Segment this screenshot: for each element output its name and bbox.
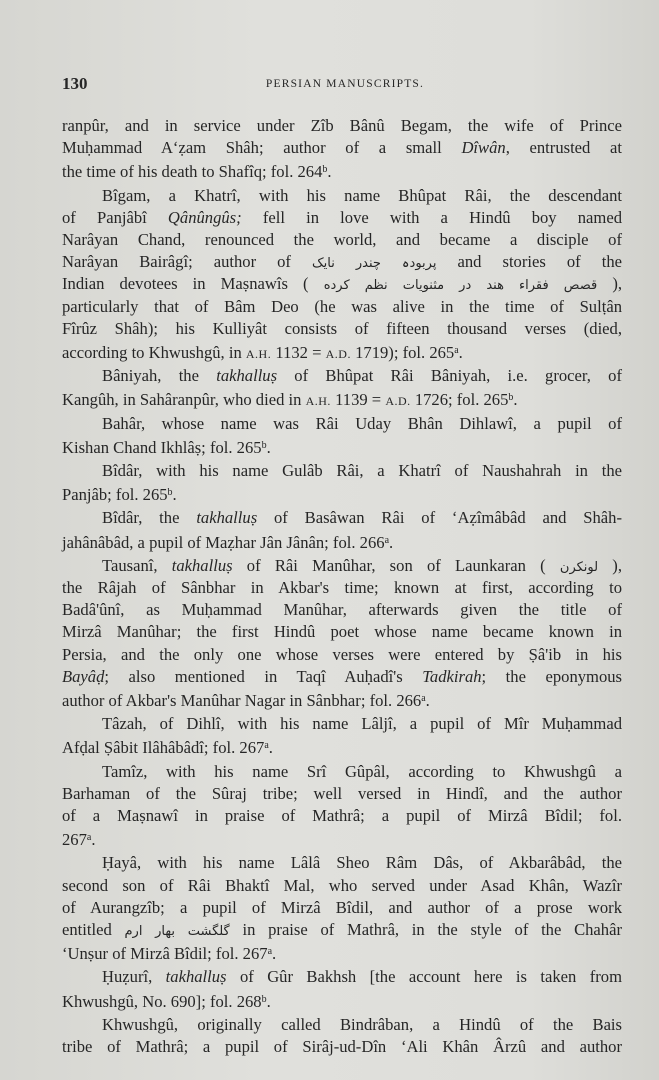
paragraph-first-line: [102, 555, 622, 577]
text-line: [62, 599, 622, 621]
text-line: [62, 296, 622, 318]
paragraph-first-line: [102, 852, 622, 874]
text-line: [62, 875, 622, 897]
paragraph-first-line: [102, 460, 622, 482]
text-line: [62, 805, 622, 827]
text-line: [62, 318, 622, 340]
text-line: [62, 530, 622, 552]
text-line: [62, 735, 622, 757]
text-segment: Bayâḍ: [62, 666, 105, 686]
folio-superscript: a: [421, 693, 426, 704]
text-segment: takhalluṣ: [216, 366, 278, 386]
text-line: [62, 273, 622, 295]
paragraph-first-line: [102, 413, 622, 435]
text-line: [62, 577, 622, 599]
running-head: PERSIAN MANUSCRIPTS.: [265, 78, 425, 90]
text-segment: Bîdâr, the: [102, 508, 197, 528]
text-segment: according to Khwushgû, in: [62, 343, 246, 362]
text-segment: ),: [597, 274, 622, 294]
text-segment: second son of Râi Bhaktî Mal, who served under Asad Khân, Wazîr: [62, 875, 622, 895]
text-line: [62, 827, 622, 849]
text-segment: Mirzâ Manûhar; the first Hindû poet whose name became known in: [62, 622, 622, 642]
text-segment: Dîwân: [461, 138, 506, 158]
text-segment: particularly that of Bâm Deo (he was alive in the time of Sulṭân: [62, 296, 622, 316]
text-line: [62, 621, 622, 643]
paragraph-first-line: [102, 761, 622, 783]
text-segment: .: [266, 991, 271, 1011]
text-segment: tribe of Mathrâ; a pupil of Sirâj-ud-Dîn ‘Ali Khân Ârzû and author: [62, 1037, 622, 1056]
text-segment: in praise of Mathrâ, in the style of the Chahâr: [229, 920, 622, 939]
text-segment: Bâniyah, the: [102, 366, 217, 386]
text-line: [62, 783, 622, 805]
text-segment: 267: [62, 830, 87, 850]
text-segment: 1719); fol. 265: [350, 343, 455, 362]
text-segment: the Râjah of Sânbhar in Akbar's time; known at first, according to: [62, 578, 622, 597]
text-segment: ),: [598, 555, 622, 575]
text-segment: of Gûr Bakhsh [the account here is taken from: [226, 967, 622, 987]
text-segment: Khwushgû, No. 690]; fol. 268: [62, 991, 262, 1011]
text-line: [62, 941, 622, 963]
arabic-text: لونکرن: [559, 559, 599, 575]
text-segment: of a Maṣnawî in praise of Mathrâ; a pupil of Mirzâ Bîdil; fol.: [62, 806, 622, 825]
folio-superscript: b: [167, 487, 173, 499]
text-segment: entitled: [62, 920, 125, 939]
text-segment: Khwushgû, originally called Bindrâban, a Hindû of the Bais: [102, 1014, 622, 1034]
folio-superscript: a: [264, 740, 269, 752]
text-segment: .: [458, 343, 463, 362]
text-segment: A.H.: [245, 347, 272, 361]
text-segment: .: [389, 532, 394, 552]
text-segment: .: [513, 390, 518, 410]
text-segment: Bahâr, whose name was Râi Uday Bhân Dihlawî, a pupil of: [102, 413, 622, 433]
text-segment: Bîdâr, with his name Gulâb Râi, a Khatrî of Naushahrah in the: [102, 461, 622, 480]
text-segment: of Panjâbî: [62, 207, 168, 227]
paragraph-first-line: [102, 507, 622, 529]
text-line: [62, 919, 622, 941]
arabic-text: گلگشت بهار ارم: [124, 924, 230, 939]
text-segment: takhalluṣ: [196, 508, 258, 528]
text-segment: of Bhûpat Râi Bâniyah, i.e. grocer, of: [277, 366, 622, 386]
text-segment: fell in love with a Hindû boy named: [241, 207, 622, 227]
text-segment: 1726; fol. 265: [410, 390, 509, 410]
text-line: [62, 666, 622, 688]
text-segment: .: [425, 691, 430, 710]
folio-superscript: b: [261, 993, 267, 1005]
text-segment: A.H.: [305, 394, 331, 409]
text-segment: takhalluṣ: [171, 555, 233, 575]
text-line: [62, 387, 622, 409]
text-segment: Tausanî,: [102, 555, 172, 575]
text-segment: .: [272, 944, 277, 964]
text-segment: Tâzah, of Dihlî, with his name Lâljî, a pupil of Mîr Muḥammad: [102, 714, 622, 734]
text-segment: the time of his death to Shafîq; fol. 264: [62, 162, 323, 182]
text-segment: Qânûngûs;: [167, 207, 242, 227]
text-segment: Ḥuẓurî,: [102, 967, 166, 987]
text-segment: Narâyan Chand, renounced the world, and became a disciple of: [62, 230, 622, 249]
text-line: [62, 644, 622, 666]
text-segment: Muḥammad A‘ẓam Shâh; author of a small: [62, 138, 462, 158]
text-segment: ; the eponymous: [481, 666, 622, 686]
text-line: [62, 897, 622, 919]
text-segment: takhalluṣ: [165, 967, 227, 987]
folio-superscript: b: [322, 164, 328, 176]
text-segment: .: [91, 830, 96, 850]
text-line: [62, 207, 622, 229]
text-segment: 1139 =: [330, 390, 386, 410]
text-line: [62, 688, 622, 710]
text-segment: jahânâbâd, a pupil of Maẓhar Jân Jânân; fol. 266: [62, 532, 385, 552]
text-line: [62, 159, 622, 181]
text-segment: .: [172, 485, 177, 505]
text-segment: Tadkirah: [422, 666, 482, 686]
folio-superscript: a: [454, 345, 459, 356]
text-segment: ranpûr, and in service under Zîb Bânû Begam, the wife of Prince: [62, 116, 622, 135]
text-segment: Tamîz, with his name Srî Gûpâl, according to Khwushgû a: [102, 761, 622, 781]
text-line: [62, 251, 622, 273]
text-segment: , entrusted at: [505, 138, 622, 158]
text-line: [62, 137, 622, 159]
text-line: [62, 482, 622, 504]
paragraph-first-line: [102, 1014, 622, 1036]
text-segment: Afḍal Ṣâbit Ilâhâbâdî; fol. 267: [62, 738, 265, 758]
text-segment: Kishan Chand Ikhlâṣ; fol. 265: [62, 437, 262, 457]
text-line: [62, 1036, 622, 1058]
folio-superscript: b: [261, 439, 267, 451]
page-number: 130: [62, 74, 88, 93]
text-segment: Persia, and the only one whose verses were entered by Ṣâ'ib in his: [62, 644, 622, 664]
text-segment: Narâyan Bairâgî; author of: [62, 252, 312, 272]
folio-superscript: a: [384, 534, 390, 546]
folio-superscript: a: [86, 832, 92, 844]
text-segment: Fîrûz Shâh); his Kulliyât consists of fifteen thousand verses (died,: [62, 318, 622, 338]
text-segment: Panjâb; fol. 265: [62, 485, 168, 505]
text-segment: .: [266, 437, 271, 457]
text-segment: 1132 =: [271, 343, 326, 362]
text-line: [62, 340, 622, 362]
folio-superscript: b: [508, 392, 514, 404]
paragraph-first-line: [102, 365, 622, 387]
text-segment: Kangûh, in Sahâranpûr, who died in: [62, 390, 306, 410]
text-segment: Ḥayâ, with his name Lâlâ Sheo Râm Dâs, of Akbarâbâd, the: [102, 853, 622, 873]
text-segment: Barhaman of the Sûraj tribe; well versed in Hindî, and the author: [62, 783, 622, 803]
text-segment: Indian devotees in Maṣnawîs (: [62, 274, 324, 294]
arabic-text: قصص فقراء هند در مثنویات نظم کرده: [323, 278, 598, 294]
text-segment: author of Akbar's Manûhar Nagar in Sânbhar; fol. 266: [62, 691, 422, 710]
text-segment: of Aurangzîb; a pupil of Mirzâ Bîdil, and author of a prose work: [62, 897, 622, 917]
text-segment: and stories of the: [436, 252, 622, 272]
text-segment: of Râi Manûhar, son of Launkaran (: [232, 555, 560, 575]
text-segment: ‘Unṣur of Mirzâ Bîdil; fol. 267: [62, 944, 268, 964]
text-segment: of Basâwan Râi of ‘Aẓîmâbâd and Shâh-: [257, 508, 622, 528]
text-line: [62, 115, 622, 137]
folio-superscript: a: [267, 946, 273, 958]
text-segment: A.D.: [325, 347, 351, 361]
text-line: [62, 229, 622, 251]
paragraph-first-line: [102, 966, 622, 988]
text-line: [62, 989, 622, 1011]
text-line: [62, 435, 622, 457]
paragraph-first-line: [102, 713, 622, 735]
arabic-text: پربودہ چندر نایک: [312, 256, 437, 272]
text-segment: Bîgam, a Khatrî, with his name Bhûpat Râi, the descendant: [102, 185, 622, 205]
text-segment: .: [268, 738, 273, 758]
text-segment: .: [327, 162, 332, 182]
text-segment: Badâ'ûnî, as Muḥammad Manûhar, afterwards given the title of: [62, 600, 622, 620]
text-segment: ; also mentioned in Taqî Auḥadî's: [104, 666, 423, 686]
paragraph-first-line: [102, 185, 622, 207]
text-segment: A.D.: [385, 394, 411, 409]
